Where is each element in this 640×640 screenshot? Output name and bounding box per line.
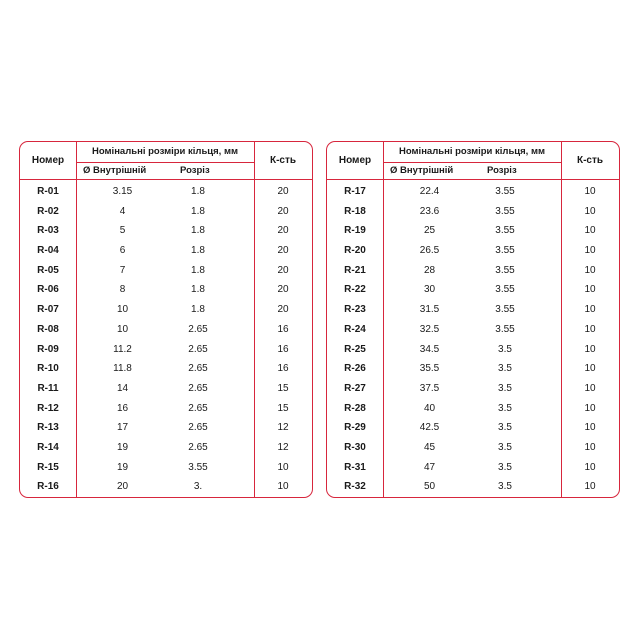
quantity-cell: 10 [277,461,289,473]
ring-number: R-13 [37,422,59,434]
ring-number: R-20 [344,245,366,257]
inner-diameter-cell: 11.2 [113,343,132,355]
header-number: Номер [338,155,372,166]
header-divider [20,179,312,180]
cross-section-cell: 3.55 [495,284,515,296]
quantity-cell: 10 [584,284,596,296]
ring-number: R-03 [37,225,59,237]
quantity-cell: 10 [584,343,596,355]
ring-number: R-16 [37,481,59,493]
cross-section-cell: 3.5 [498,382,512,394]
cross-section-cell: 3.55 [188,461,208,473]
table-row [327,418,619,438]
inner-diameter-cell: 37.5 [419,382,440,394]
quantity-cell: 20 [277,284,289,296]
quantity-cell: 10 [584,304,596,316]
cross-section-cell: 3.5 [498,461,512,473]
table-row [20,418,312,438]
table-body [20,182,312,497]
inner-diameter-cell: 17 [116,422,129,434]
quantity-cell: 10 [277,481,289,493]
table-row [327,477,619,497]
quantity-cell: 16 [277,323,289,335]
cross-section-cell: 2.65 [188,402,208,414]
header-nominal-sizes: Номінальні розміри кільця, мм [91,146,239,157]
inner-diameter-cell: 16 [116,402,129,414]
quantity-cell: 20 [277,304,289,316]
table-row [20,399,312,419]
table-row [20,241,312,261]
table-row [20,458,312,478]
table-row [20,359,312,379]
header-cross-section: Розріз [487,165,517,176]
quantity-cell: 10 [584,205,596,217]
table-row [20,340,312,360]
table-row [20,320,312,340]
quantity-cell: 10 [584,245,596,257]
quantity-cell: 10 [584,481,596,493]
ring-number: R-06 [37,284,59,296]
quantity-cell: 10 [584,363,596,375]
inner-diameter-cell: 47 [423,461,436,473]
quantity-cell: 10 [584,323,596,335]
inner-diameter-cell: 19 [116,441,129,453]
cross-section-cell: 3.55 [495,323,515,335]
table-row [327,280,619,300]
ring-number: R-25 [344,343,366,355]
o-ring-table-right [326,141,620,498]
table-row [327,261,619,281]
inner-diameter-cell: 10 [116,304,129,316]
ring-number: R-30 [344,441,366,453]
inner-diameter-cell: 50 [423,481,436,493]
quantity-cell: 10 [584,225,596,237]
quantity-cell: 20 [277,264,289,276]
table-row [327,438,619,458]
inner-diameter-cell: 28 [423,264,436,276]
inner-diameter-cell: 45 [423,441,436,453]
cross-section-cell: 3.55 [495,205,515,217]
header-quantity: К-сть [576,155,604,166]
inner-diameter-cell: 14 [116,382,129,394]
quantity-cell: 10 [584,186,596,197]
quantity-cell: 10 [584,422,596,434]
quantity-cell: 10 [584,441,596,453]
cross-section-cell: 3.55 [495,186,515,197]
ring-number: R-19 [344,225,366,237]
cross-section-cell: 3.5 [498,363,512,375]
quantity-cell: 15 [277,382,289,394]
inner-diameter-cell: 4 [119,205,126,217]
inner-diameter-cell: 31.5 [419,304,440,316]
ring-number: R-32 [344,481,366,493]
ring-number: R-21 [344,264,366,276]
ring-number: R-10 [37,363,59,375]
cross-section-cell: 2.65 [188,323,208,335]
ring-number: R-17 [344,186,366,197]
ring-number: R-22 [344,284,366,296]
inner-diameter-cell: 26.5 [419,245,440,257]
cross-section-cell: 3.5 [498,402,512,414]
inner-diameter-cell: 42.5 [419,422,440,434]
ring-number: R-07 [37,304,59,316]
inner-diameter-cell: 20 [116,481,129,493]
table-row [327,182,619,202]
quantity-cell: 20 [277,186,289,197]
table-row [327,320,619,340]
ring-number: R-28 [344,402,366,414]
cross-section-cell: 3.55 [495,264,515,276]
table-row [20,300,312,320]
inner-diameter-cell: 10 [116,323,129,335]
cross-section-cell: 3.55 [495,225,515,237]
ring-number: R-02 [37,205,59,217]
table-row [327,221,619,241]
ring-number: R-24 [344,323,366,335]
table-row [327,379,619,399]
table-row [327,241,619,261]
inner-diameter-cell: 7 [119,264,126,276]
cross-section-cell: 2.65 [188,441,208,453]
inner-diameter-cell: 30 [423,284,436,296]
quantity-cell: 20 [277,225,289,237]
inner-diameter-cell: 35.5 [419,363,440,375]
header-nominal-sizes: Номінальні розміри кільця, мм [398,146,546,157]
header-cross-section: Розріз [180,165,210,176]
table-row [20,438,312,458]
ring-number: R-29 [344,422,366,434]
inner-diameter-cell: 19 [116,461,129,473]
ring-number: R-08 [37,323,59,335]
cross-section-cell: 3.5 [498,481,512,493]
ring-number: R-27 [344,382,366,394]
quantity-cell: 15 [277,402,289,414]
quantity-cell: 16 [277,363,289,375]
ring-number: R-23 [344,304,366,316]
inner-diameter-cell: 3.15 [112,186,133,197]
inner-diameter-cell: 22.4 [419,186,440,197]
header-inner-diameter: Ø Внутрішній [390,165,454,176]
table-row [327,458,619,478]
quantity-cell: 10 [584,461,596,473]
header-number: Номер [31,155,65,166]
quantity-cell: 20 [277,205,289,217]
ring-number: R-04 [37,245,59,257]
ring-number: R-26 [344,363,366,375]
inner-diameter-cell: 32.5 [419,323,440,335]
cross-section-cell: 3.5 [498,422,512,434]
ring-number: R-14 [37,441,59,453]
header-divider [327,179,619,180]
table-row [327,399,619,419]
cross-section-cell: 2.65 [188,363,208,375]
table-row [20,261,312,281]
cross-section-cell: 3.5 [498,343,512,355]
o-ring-table-left [19,141,313,498]
table-row [327,300,619,320]
cross-section-cell: 2.65 [188,382,208,394]
cross-section-cell: 3.5 [498,441,512,453]
table-row [327,340,619,360]
table-row [20,182,312,202]
table-row [20,221,312,241]
quantity-cell: 10 [584,264,596,276]
cross-section-cell: 2.65 [188,422,208,434]
table-row [20,379,312,399]
quantity-cell: 12 [277,441,289,453]
ring-number: R-15 [37,461,59,473]
quantity-cell: 16 [277,343,289,355]
cross-section-cell: 1.8 [191,186,205,197]
ring-number: R-12 [37,402,59,414]
table-body [327,182,619,497]
inner-diameter-cell: 6 [119,245,126,257]
ring-number: R-11 [37,382,59,394]
ring-number: R-01 [37,186,59,197]
inner-diameter-cell: 25 [423,225,436,237]
table-row [20,477,312,497]
cross-section-cell: 2.65 [188,343,208,355]
table-row [327,202,619,222]
cross-section-cell: 3. [193,481,203,493]
inner-diameter-cell: 8 [119,284,126,296]
header-inner-diameter: Ø Внутрішній [83,165,147,176]
cross-section-cell: 1.8 [191,225,205,237]
inner-diameter-cell: 23.6 [419,205,440,217]
quantity-cell: 10 [584,402,596,414]
ring-number: R-09 [37,343,59,355]
ring-number: R-18 [344,205,366,217]
inner-diameter-cell: 40 [423,402,436,414]
cross-section-cell: 1.8 [191,264,205,276]
cross-section-cell: 1.8 [191,205,205,217]
cross-section-cell: 3.55 [495,304,515,316]
quantity-cell: 12 [277,422,289,434]
ring-number: R-05 [37,264,59,276]
quantity-cell: 20 [277,245,289,257]
table-row [20,202,312,222]
inner-diameter-cell: 5 [119,225,126,237]
cross-section-cell: 1.8 [191,284,205,296]
table-row [327,359,619,379]
ring-number: R-31 [344,461,366,473]
cross-section-cell: 1.8 [191,245,205,257]
table-row [20,280,312,300]
inner-diameter-cell: 34.5 [419,343,440,355]
cross-section-cell: 3.55 [495,245,515,257]
header-quantity: К-сть [269,155,297,166]
quantity-cell: 10 [584,382,596,394]
cross-section-cell: 1.8 [191,304,205,316]
inner-diameter-cell: 11.8 [113,363,132,375]
